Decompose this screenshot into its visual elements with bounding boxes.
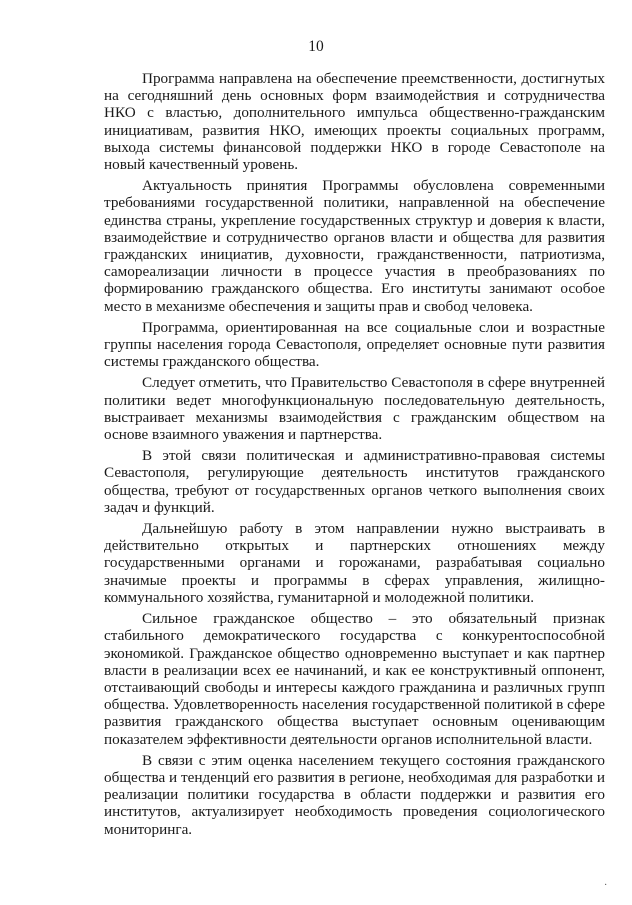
paragraph-further-work: Дальнейшую работу в этом направлении нужно выстраивать в действительно открытых и партнерских отношениях между государственными органами и горожанами, разрабатывая социально значимые проекты и программы в сферах управления, жилищно-коммунального хозяйства, гуманитарной и молодежной политики. <box>104 520 605 606</box>
scan-mark: · <box>604 880 608 891</box>
paragraph-program-relevance: Актуальность принятия Программы обусловлена современными требованиями государственной политики, направленной на обеспечение единства страны, укрепление государственных структур и доверия к власти, взаимодействие и сотрудничество органов власти и общества для развития гражданских инициатив, духовности, гражданственности, патриотизма, самореализации личности в процессе участия в преобразованиях по формированию гражданского общества. Его институты занимают особое место в механизме обеспечения и защиты прав и свобод человека. <box>104 177 605 315</box>
page-number: 10 <box>308 38 324 55</box>
paragraph-government-policy: Следует отметить, что Правительство Севастополя в сфере внутренней политики ведет многофункциональную последовательную деятельность, выстраивает механизмы взаимодействия с гражданским обществом на основе взаимного уважения и партнерства. <box>104 374 605 444</box>
paragraph-monitoring: В связи с этим оценка населением текущего состояния гражданского общества и тенденций его развития в регионе, необходимая для разработки и реализации политики государства в области поддержки и развития его институтов, актуализирует необходимость проведения социологического мониторинга. <box>104 751 605 838</box>
paragraph-civil-society: Сильное гражданское общество – это обязательный признак стабильного демократического государства с конкурентоспособной экономикой. Гражданское общество одновременно выступает и как партнер власти в реализации всех ее начинаний, и как ее конструктивный оппонент, отстаивающий свободы и интересы каждого гражданина и различных групп общества. Удовлетворенность населения государственной политикой в сфере развития гражданского общества выступает основным оценивающим показателем эффективности деятельности органов исполнительной власти. <box>104 610 605 748</box>
paragraph-legal-systems: В этой связи политическая и административно-правовая системы Севастополя, регулирующие деятельность институтов гражданского общества, требуют от государственных органов четкого выполнения своих задач и функций. <box>104 447 605 516</box>
paragraph-program-purpose: Программа направлена на обеспечение преемственности, достигнутых на сегодняшний день основных форм взаимодействия и сотрудничества НКО с властью, дополнительного импульса общественно-гражданским инициативам, развития НКО, имеющих проекты социальных программ, выхода системы финансовой поддержки НКО в городе Севастополе на новый качественный уровень. <box>104 70 605 174</box>
document-body <box>104 70 605 842</box>
paragraph-program-scope: Программа, ориентированная на все социальные слои и возрастные группы населения города Севастополя, определяет основные пути развития системы гражданского общества. <box>104 318 605 371</box>
